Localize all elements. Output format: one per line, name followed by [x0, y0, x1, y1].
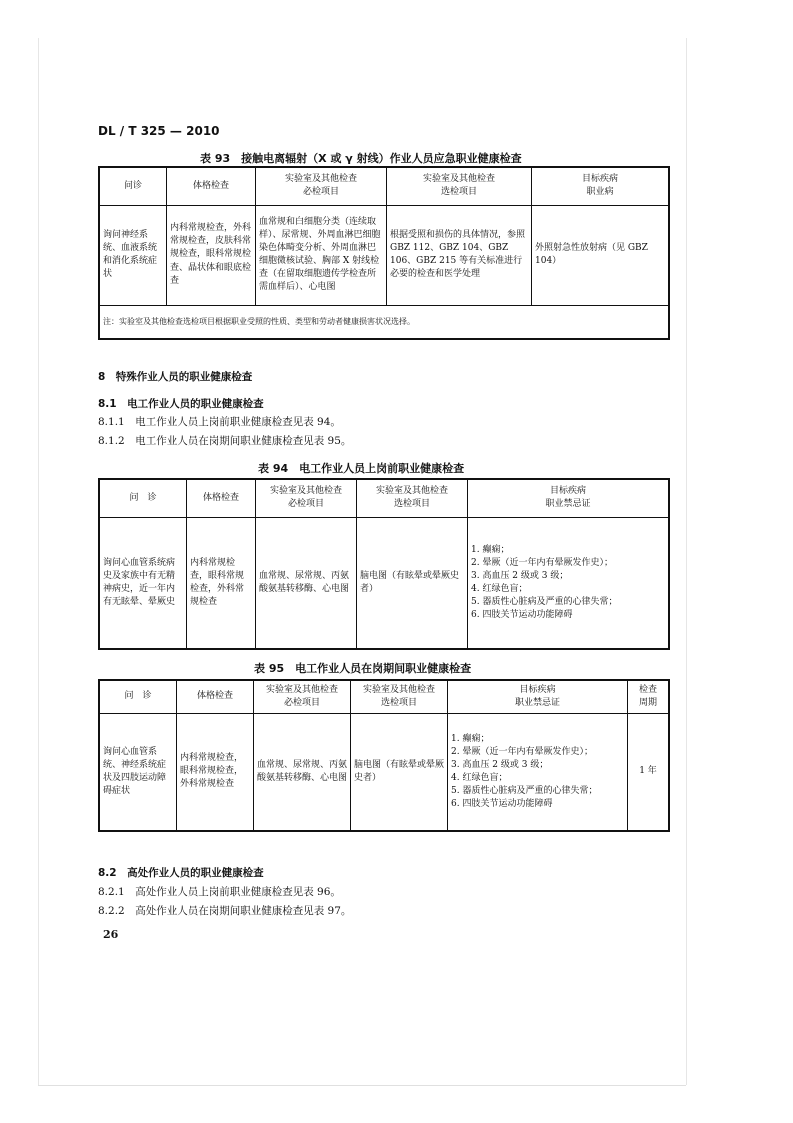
table93-header-4: 实验室及其他检查 选检项目	[387, 167, 532, 205]
page-bottom-rule	[38, 1085, 686, 1086]
table95-cell-optional: 脑电图（有眩晕或晕厥史者）	[351, 713, 448, 831]
table94-disease-6: 6. 四肢关节运动功能障碍	[471, 609, 573, 620]
table95-header-4: 实验室及其他检查 选检项目	[351, 680, 448, 713]
table94-disease-4: 4. 红绿色盲；	[471, 583, 528, 594]
table94-cell-inquiry: 询问心血管系统病史及家族中有无精神病史，近一年内有无眩晕、晕厥史	[99, 517, 187, 649]
table94-header-1: 问 诊	[99, 479, 187, 517]
table93-cell-inquiry: 询问神经系统、血液系统和消化系统症状	[99, 205, 167, 305]
table93-header-5: 目标疾病 职业病	[532, 167, 670, 205]
table95-header-2: 体格检查	[177, 680, 254, 713]
table95-disease-4: 4. 红绿色盲；	[451, 772, 508, 783]
table94-disease-3: 3. 高血压 2 级或 3 级；	[471, 570, 569, 581]
section81-title: 8.1 电工作业人员的职业健康检查	[98, 398, 264, 410]
table95-cell-physical: 内科常规检查，眼科常规检查，外科常规检查	[177, 713, 254, 831]
table94-header-5: 目标疾病 职业禁忌证	[468, 479, 670, 517]
table95-disease-3: 3. 高血压 2 级或 3 级；	[451, 759, 549, 770]
table94-header-4: 实验室及其他检查 选检项目	[357, 479, 468, 517]
table94-cell-diseases	[468, 517, 670, 649]
table95-cell-inquiry: 询问心血管系统、神经系统症状及四肢运动障碍症状	[99, 713, 177, 831]
table94-header-3: 实验室及其他检查 必检项目	[256, 479, 357, 517]
table94-disease-5: 5. 器质性心脏病及严重的心律失常；	[471, 596, 618, 607]
table95	[98, 679, 670, 832]
table95-header-5: 目标疾病 职业禁忌证	[448, 680, 628, 713]
table94-cell-physical: 内科常规检查，眼科常规检查，外科常规检查	[187, 517, 256, 649]
section812-text: 8.1.2 电工作业人员在岗期间职业健康检查见表 95。	[98, 435, 352, 447]
table95-cell-required: 血常规、尿常规、丙氨酸氨基转移酶、心电图	[254, 713, 351, 831]
section82-title: 8.2 高处作业人员的职业健康检查	[98, 867, 264, 879]
section811-text: 8.1.1 电工作业人员上岗前职业健康检查见表 94。	[98, 416, 341, 428]
table95-header-6: 检查 周期	[628, 680, 670, 713]
table95-header-1: 问 诊	[99, 680, 177, 713]
table95-header-3: 实验室及其他检查 必检项目	[254, 680, 351, 713]
table93-note: 注：实验室及其他检查选检项目根据职业受照的性质、类型和劳动者健康损害状况选择。	[99, 305, 669, 339]
table95-disease-6: 6. 四肢关节运动功能障碍	[451, 798, 553, 809]
table95-caption: 表 95 电工作业人员在岗期间职业健康检查	[254, 662, 472, 675]
table94-cell-required: 血常规、尿常规、丙氨酸氨基转移酶、心电图	[256, 517, 357, 649]
table94	[98, 478, 670, 650]
page-edge-right	[686, 38, 687, 1085]
table95-disease-1: 1. 癫痫；	[451, 733, 490, 744]
section821-text: 8.2.1 高处作业人员上岗前职业健康检查见表 96。	[98, 886, 341, 898]
page-number: 26	[103, 928, 119, 941]
table95-disease-2: 2. 晕厥（近一年内有晕厥发作史）；	[451, 746, 593, 757]
standard-header: DL / T 325 — 2010	[98, 124, 220, 138]
table95-disease-5: 5. 器质性心脏病及严重的心律失常；	[451, 785, 598, 796]
table93-caption: 表 93 接触电离辐射（X 或 γ 射线）作业人员应急职业健康检查	[200, 152, 522, 165]
section822-text: 8.2.2 高处作业人员在岗期间职业健康检查见表 97。	[98, 905, 352, 917]
table93	[98, 166, 670, 340]
table95-cell-diseases	[448, 713, 628, 831]
table93-cell-disease: 外照射急性放射病（见 GBZ 104）	[532, 205, 670, 305]
table93-header-3: 实验室及其他检查 必检项目	[256, 167, 387, 205]
table95-cell-period: 1 年	[628, 713, 670, 831]
table93-cell-physical: 内科常规检查，外科常规检查，皮肤科常规检查，眼科常规检查、晶状体和眼底检查	[167, 205, 256, 305]
table93-header-2: 体格检查	[167, 167, 256, 205]
table93-cell-required: 血常规和白细胞分类（连续取样）、尿常规、外周血淋巴细胞染色体畸变分析、外周血淋巴细胞微核试验、胸部 X 射线检查（在留取细胞遗传学检查所需血样后）、心电图	[256, 205, 387, 305]
table94-header-2: 体格检查	[187, 479, 256, 517]
table94-disease-1: 1. 癫痫；	[471, 544, 510, 555]
table94-cell-optional: 脑电图（有眩晕或晕厥史者）	[357, 517, 468, 649]
table94-caption: 表 94 电工作业人员上岗前职业健康检查	[258, 462, 465, 475]
table93-cell-optional: 根据受照和损伤的具体情况，参照 GBZ 112、GBZ 104、GBZ 106、GBZ 215 等有关标准进行必要的检查和医学处理	[387, 205, 532, 305]
table94-disease-2: 2. 晕厥（近一年内有晕厥发作史）；	[471, 557, 613, 568]
section8-title: 8 特殊作业人员的职业健康检查	[98, 371, 253, 383]
page-edge-left	[38, 38, 39, 1085]
table93-header-1: 问诊	[99, 167, 167, 205]
